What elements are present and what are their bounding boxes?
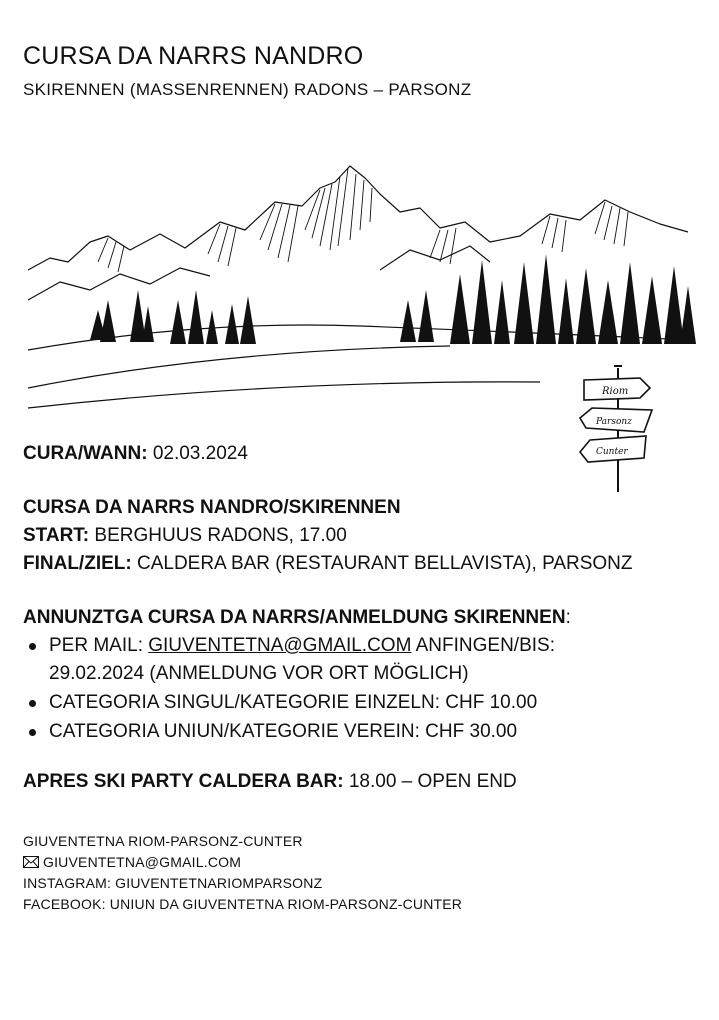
pine-trees <box>90 254 696 344</box>
category-single: CATEGORIA SINGUL/KATEGORIE EINZELN: CHF 10.00 <box>49 692 538 713</box>
footer-email-line <box>23 852 241 873</box>
bullet-icon <box>29 729 36 736</box>
list-item <box>23 718 623 746</box>
bullet-icon <box>29 643 36 650</box>
start-line <box>23 522 347 550</box>
list-item <box>23 632 623 688</box>
signpost <box>580 366 652 492</box>
registration-list <box>23 632 623 746</box>
bullet-icon <box>29 700 36 707</box>
finish-value: CALDERA BAR (RESTAURANT BELLAVISTA), PARSONZ <box>131 553 633 574</box>
category-club: CATEGORIA UNIUN/KATEGORIE VEREIN: CHF 30.00 <box>49 721 518 742</box>
registration-heading <box>23 604 571 632</box>
footer-instagram: INSTAGRAM: GIUVENTETNARIOMPARSONZ <box>23 875 323 891</box>
footer-facebook: FACEBOOK: UNIUN DA GIUVENTETNA RIOM-PARSONZ-CUNTER <box>23 896 463 912</box>
date-label: CURA/WANN: <box>23 443 148 464</box>
mail-prefix: PER MAIL: <box>49 635 149 656</box>
registration-heading-colon: : <box>565 607 571 628</box>
page-subtitle: SKIRENNEN (MASSENRENNEN) RADONS – PARSONZ <box>23 80 472 99</box>
mail-link[interactable]: GIUVENTETNA@GMAIL.COM <box>148 635 412 656</box>
page-title: CURSA DA NARRS NANDRO <box>23 42 364 70</box>
signpost-label-cunter: Cunter <box>596 447 628 457</box>
mail-suffix: ANFINGEN/BIS: 29.02.2024 (ANMELDUNG VOR ORT MÖGLICH) <box>49 635 555 684</box>
footer-email[interactable]: GIUVENTETNA@GMAIL.COM <box>43 854 242 870</box>
start-value: BERGHUUS RADONS, 17.00 <box>89 525 347 546</box>
list-item <box>23 689 623 717</box>
party-line <box>23 768 517 796</box>
start-label: START: <box>23 525 90 546</box>
race-heading <box>23 494 401 522</box>
party-value: 18.00 – OPEN END <box>343 771 517 792</box>
footer-org: GIUVENTETNA RIOM-PARSONZ-CUNTER <box>23 833 303 849</box>
finish-line <box>23 550 633 578</box>
signpost-label-riom: Riom <box>602 386 629 397</box>
race-heading-text: CURSA DA NARRS NANDRO/SKIRENNEN <box>23 497 401 518</box>
envelope-icon <box>23 856 39 868</box>
mountain-range-outline <box>28 166 688 270</box>
party-label: APRES SKI PARTY CALDERA BAR: <box>23 771 344 792</box>
date-line <box>23 440 248 468</box>
registration-heading-text: ANNUNZTGA CURSA DA NARRS/ANMELDUNG SKIRENNEN <box>23 607 566 628</box>
date-value: 02.03.2024 <box>147 443 248 464</box>
finish-label: FINAL/ZIEL: <box>23 553 132 574</box>
signpost-label-parsonz: Parsonz <box>596 417 632 427</box>
